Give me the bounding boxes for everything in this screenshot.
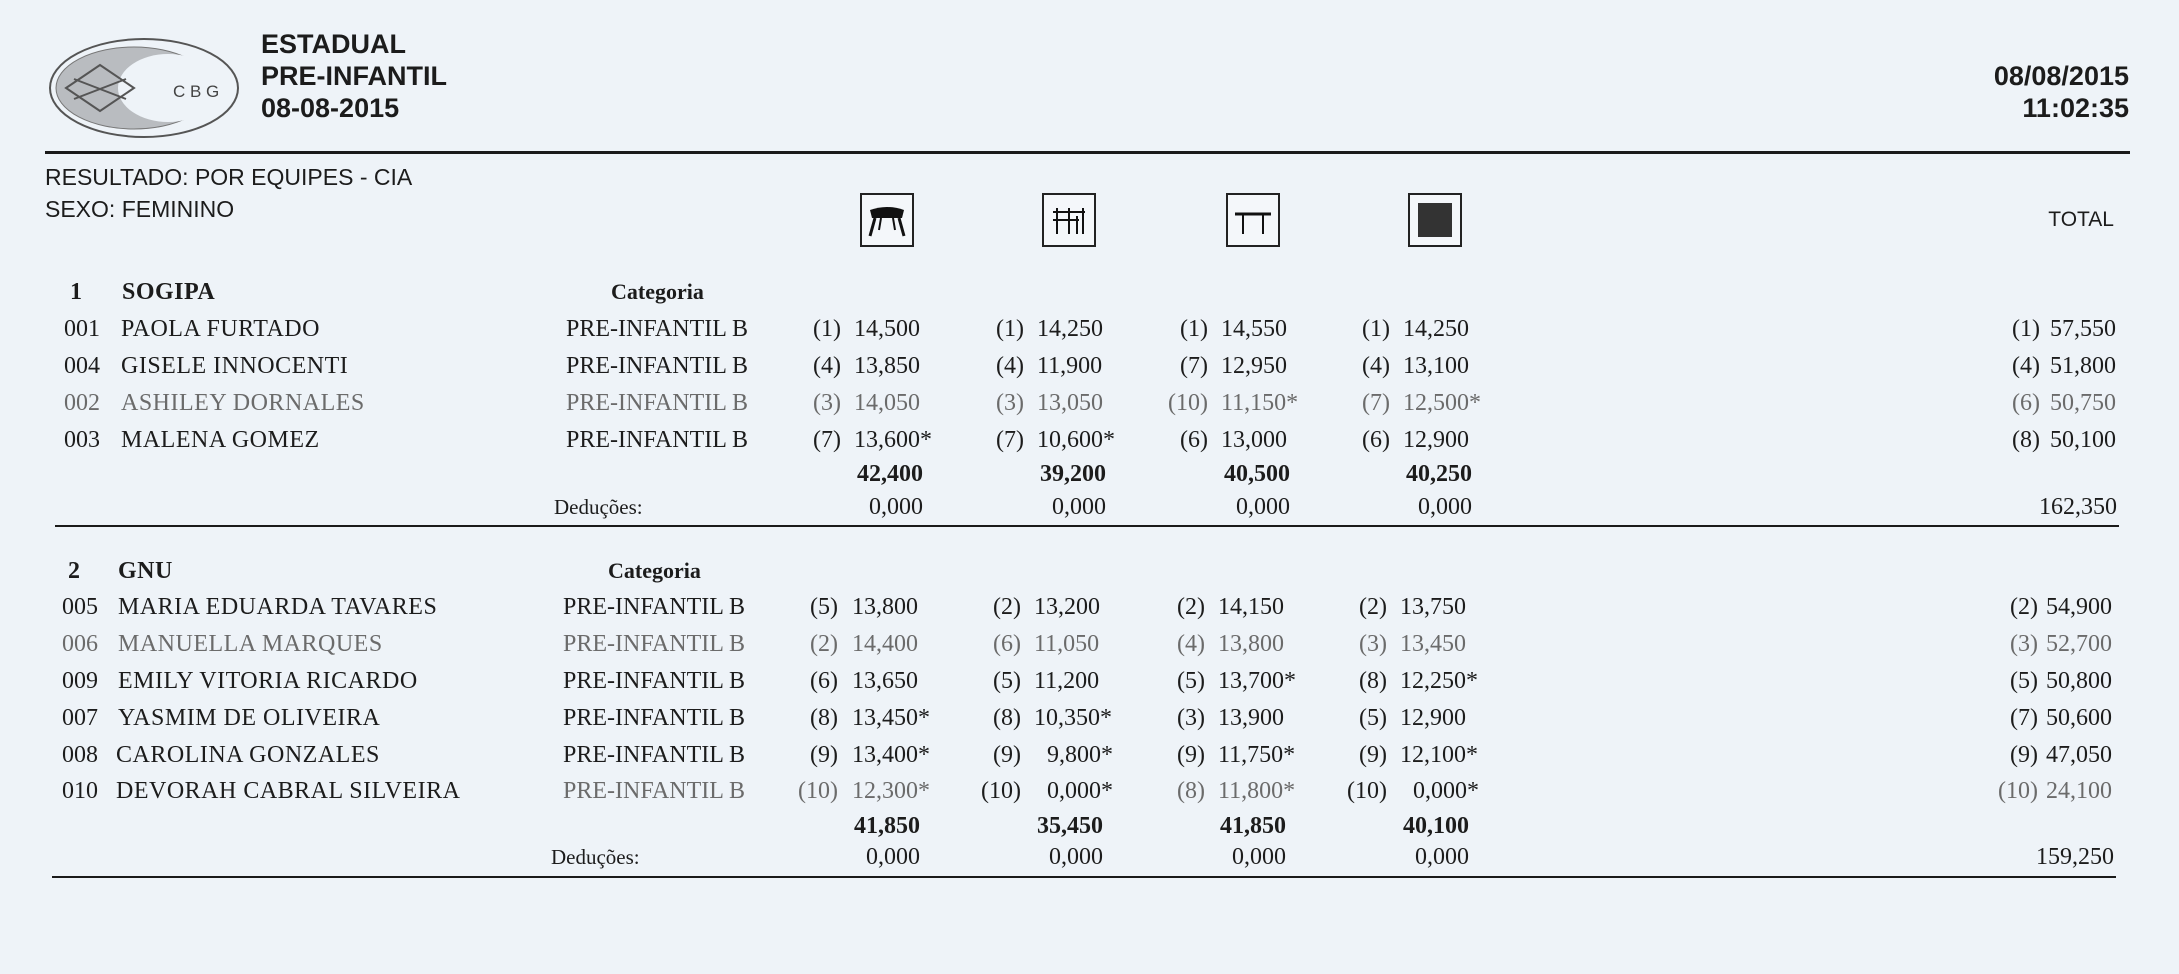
deductions-row	[0, 839, 2179, 875]
table-row	[0, 589, 2179, 625]
event-title: ESTADUAL	[261, 29, 406, 59]
beam-rank: (5)	[1177, 668, 1205, 694]
total-rank: (10)	[1998, 778, 2038, 804]
beam-score: 13,900	[1218, 705, 1284, 731]
team-rank: 1	[70, 279, 82, 305]
floor-rank: (8)	[1359, 668, 1387, 694]
total-score: 47,050	[2046, 742, 2112, 768]
bars-sum: 39,200	[1040, 461, 1106, 487]
beam-icon	[1226, 193, 1280, 247]
category-header: Categoria	[608, 558, 701, 583]
total-score: 24,100	[2046, 778, 2112, 804]
beam-score: 12,950	[1221, 353, 1287, 379]
vault-score: 13,650	[852, 668, 918, 694]
table-row	[0, 663, 2179, 699]
floor-score: 13,100	[1403, 353, 1469, 379]
athlete-number: 010	[62, 778, 98, 804]
vault-rank: (4)	[813, 353, 841, 379]
beam-score: 13,800	[1218, 631, 1284, 657]
floor-score: 12,500*	[1403, 390, 1481, 416]
category-header: Categoria	[611, 279, 704, 304]
total-rank: (7)	[2010, 705, 2038, 731]
beam-rank: (2)	[1177, 594, 1205, 620]
deductions-label: Deduções:	[551, 845, 640, 869]
bars-rank: (2)	[993, 594, 1021, 620]
floor-rank: (5)	[1359, 705, 1387, 731]
athlete-number: 002	[64, 390, 100, 416]
deductions-label: Deduções:	[554, 495, 643, 519]
athlete-name: YASMIM DE OLIVEIRA	[118, 705, 381, 731]
floor-rank: (2)	[1359, 594, 1387, 620]
beam-score: 13,700*	[1218, 668, 1296, 694]
beam-score: 13,000	[1221, 427, 1287, 453]
athlete-name: MANUELLA MARQUES	[118, 631, 383, 657]
bars-score: 13,050	[1037, 390, 1103, 416]
floor-score: 14,250	[1403, 316, 1469, 342]
vault-deduction: 0,000	[866, 844, 920, 870]
apparatus-sums-row	[0, 456, 2179, 492]
vault-score: 14,500	[854, 316, 920, 342]
athlete-category: PRE-INFANTIL B	[566, 427, 748, 453]
bars-rank: (6)	[993, 631, 1021, 657]
floor-deduction: 0,000	[1418, 494, 1472, 520]
team-name: GNU	[118, 558, 173, 584]
bars-score: 11,900	[1037, 353, 1103, 379]
beam-score: 11,800*	[1218, 778, 1296, 804]
total-score: 50,600	[2046, 705, 2112, 731]
table-row	[0, 700, 2179, 736]
athlete-category: PRE-INFANTIL B	[563, 594, 745, 620]
total-rank: (4)	[2012, 353, 2040, 379]
vault-score: 14,050	[854, 390, 920, 416]
total-score: 50,750	[2050, 390, 2116, 416]
table-row	[0, 626, 2179, 662]
print-date: 08/08/2015	[1993, 61, 2129, 91]
table-row	[0, 422, 2179, 458]
athlete-number: 009	[62, 668, 98, 694]
print-time: 11:02:35	[2022, 93, 2129, 123]
vault-score: 12,300*	[852, 778, 930, 804]
athlete-number: 001	[64, 316, 100, 342]
beam-rank: (3)	[1177, 705, 1205, 731]
vault-rank: (10)	[798, 778, 838, 804]
beam-rank: (1)	[1180, 316, 1208, 342]
athlete-name: MALENA GOMEZ	[121, 427, 320, 453]
athlete-name: PAOLA FURTADO	[121, 316, 320, 342]
beam-rank: (9)	[1177, 742, 1205, 768]
team-total: 159,250	[2036, 844, 2114, 870]
floor-score: 12,900	[1400, 705, 1466, 731]
athlete-category: PRE-INFANTIL B	[563, 742, 745, 768]
total-rank: (2)	[2010, 594, 2038, 620]
vault-rank: (3)	[813, 390, 841, 416]
beam-rank: (10)	[1168, 390, 1208, 416]
sex-filter: SEXO: FEMININO	[45, 196, 235, 222]
vault-icon	[860, 193, 914, 247]
beam-rank: (4)	[1177, 631, 1205, 657]
bars-rank: (9)	[993, 742, 1021, 768]
bars-rank: (3)	[996, 390, 1024, 416]
beam-rank: (8)	[1177, 778, 1205, 804]
total-score: 54,900	[2046, 594, 2112, 620]
athlete-number: 003	[64, 427, 100, 453]
bars-score: 11,200	[1034, 668, 1100, 694]
bars-deduction: 0,000	[1049, 844, 1103, 870]
bars-deduction: 0,000	[1052, 494, 1106, 520]
floor-score: 12,900	[1403, 427, 1469, 453]
team-total: 162,350	[2039, 494, 2117, 520]
vault-sum: 42,400	[857, 461, 923, 487]
table-row	[0, 385, 2179, 421]
beam-score: 11,150*	[1221, 390, 1299, 416]
total-column-header: TOTAL	[2048, 208, 2114, 231]
vault-score: 13,600*	[854, 427, 932, 453]
floor-score: 13,450	[1400, 631, 1466, 657]
bars-score: 10,600*	[1037, 427, 1115, 453]
athlete-category: PRE-INFANTIL B	[563, 631, 745, 657]
floor-rank: (4)	[1362, 353, 1390, 379]
event-date: 08-08-2015	[261, 93, 400, 123]
vault-score: 13,850	[854, 353, 920, 379]
athlete-category: PRE-INFANTIL B	[566, 390, 748, 416]
uneven-bars-icon	[1042, 193, 1096, 247]
floor-rank: (1)	[1362, 316, 1390, 342]
bars-score: 10,350*	[1034, 705, 1112, 731]
bars-rank: (4)	[996, 353, 1024, 379]
floor-rank: (7)	[1362, 390, 1390, 416]
floor-score: 12,250*	[1400, 668, 1478, 694]
total-score: 57,550	[2050, 316, 2116, 342]
deductions-row	[0, 489, 2179, 525]
floor-rank: (3)	[1359, 631, 1387, 657]
vault-rank: (2)	[810, 631, 838, 657]
total-rank: (9)	[2010, 742, 2038, 768]
table-row	[0, 311, 2179, 347]
header-divider	[45, 151, 2130, 154]
beam-sum: 41,850	[1220, 813, 1286, 839]
vault-score: 13,800	[852, 594, 918, 620]
team-header	[0, 553, 2179, 589]
vault-sum: 41,850	[854, 813, 920, 839]
result-type: RESULTADO: POR EQUIPES - CIA	[45, 164, 413, 190]
total-score: 52,700	[2046, 631, 2112, 657]
table-row	[0, 737, 2179, 773]
svg-text:C B G: C B G	[173, 82, 220, 101]
vault-rank: (1)	[813, 316, 841, 342]
bars-rank: (1)	[996, 316, 1024, 342]
bars-rank: (10)	[981, 778, 1021, 804]
vault-score: 13,450*	[852, 705, 930, 731]
team-header	[0, 274, 2179, 310]
bars-score: 0,000*	[1047, 778, 1113, 804]
floor-sum: 40,100	[1403, 813, 1469, 839]
beam-rank: (7)	[1180, 353, 1208, 379]
table-row	[0, 348, 2179, 384]
cbg-logo	[48, 37, 240, 139]
total-score: 50,100	[2050, 427, 2116, 453]
vault-rank: (5)	[810, 594, 838, 620]
floor-rank: (6)	[1362, 427, 1390, 453]
total-rank: (6)	[2012, 390, 2040, 416]
athlete-category: PRE-INFANTIL B	[563, 668, 745, 694]
beam-score: 14,150	[1218, 594, 1284, 620]
floor-rank: (10)	[1347, 778, 1387, 804]
vault-rank: (6)	[810, 668, 838, 694]
bars-score: 13,200	[1034, 594, 1100, 620]
bars-rank: (8)	[993, 705, 1021, 731]
beam-sum: 40,500	[1224, 461, 1290, 487]
total-score: 50,800	[2046, 668, 2112, 694]
athlete-number: 005	[62, 594, 98, 620]
vault-rank: (9)	[810, 742, 838, 768]
athlete-category: PRE-INFANTIL B	[563, 705, 745, 731]
floor-rank: (9)	[1359, 742, 1387, 768]
athlete-name: MARIA EDUARDA TAVARES	[118, 594, 438, 620]
floor-score: 0,000*	[1413, 778, 1479, 804]
floor-score: 12,100*	[1400, 742, 1478, 768]
total-rank: (3)	[2010, 631, 2038, 657]
floor-score: 13,750	[1400, 594, 1466, 620]
athlete-number: 006	[62, 631, 98, 657]
vault-rank: (8)	[810, 705, 838, 731]
athlete-name: DEVORAH CABRAL SILVEIRA	[116, 778, 461, 804]
athlete-number: 007	[62, 705, 98, 731]
table-row	[0, 773, 2179, 809]
team-divider	[55, 525, 2119, 527]
athlete-name: GISELE INNOCENTI	[121, 353, 349, 379]
bars-rank: (5)	[993, 668, 1021, 694]
athlete-category: PRE-INFANTIL B	[563, 778, 745, 804]
team-divider	[52, 876, 2116, 878]
total-rank: (1)	[2012, 316, 2040, 342]
floor-deduction: 0,000	[1415, 844, 1469, 870]
athlete-category: PRE-INFANTIL B	[566, 353, 748, 379]
beam-deduction: 0,000	[1232, 844, 1286, 870]
vault-score: 13,400*	[852, 742, 930, 768]
beam-score: 11,750*	[1218, 742, 1296, 768]
total-rank: (5)	[2010, 668, 2038, 694]
bars-score: 11,050	[1034, 631, 1100, 657]
athlete-number: 004	[64, 353, 100, 379]
athlete-name: EMILY VITORIA RICARDO	[118, 668, 418, 694]
floor-sum: 40,250	[1406, 461, 1472, 487]
athlete-name: CAROLINA GONZALES	[116, 742, 380, 768]
bars-score: 14,250	[1037, 316, 1103, 342]
bars-rank: (7)	[996, 427, 1024, 453]
athlete-category: PRE-INFANTIL B	[566, 316, 748, 342]
athlete-number: 008	[62, 742, 98, 768]
beam-rank: (6)	[1180, 427, 1208, 453]
bars-score: 9,800*	[1047, 742, 1113, 768]
bars-sum: 35,450	[1037, 813, 1103, 839]
beam-deduction: 0,000	[1236, 494, 1290, 520]
team-rank: 2	[68, 558, 80, 584]
team-name: SOGIPA	[122, 279, 216, 305]
beam-score: 14,550	[1221, 316, 1287, 342]
vault-rank: (7)	[813, 427, 841, 453]
vault-score: 14,400	[852, 631, 918, 657]
floor-icon	[1408, 193, 1462, 247]
event-category: PRE-INFANTIL	[261, 61, 447, 91]
total-rank: (8)	[2012, 427, 2040, 453]
total-score: 51,800	[2050, 353, 2116, 379]
vault-deduction: 0,000	[869, 494, 923, 520]
athlete-name: ASHILEY DORNALES	[121, 390, 365, 416]
